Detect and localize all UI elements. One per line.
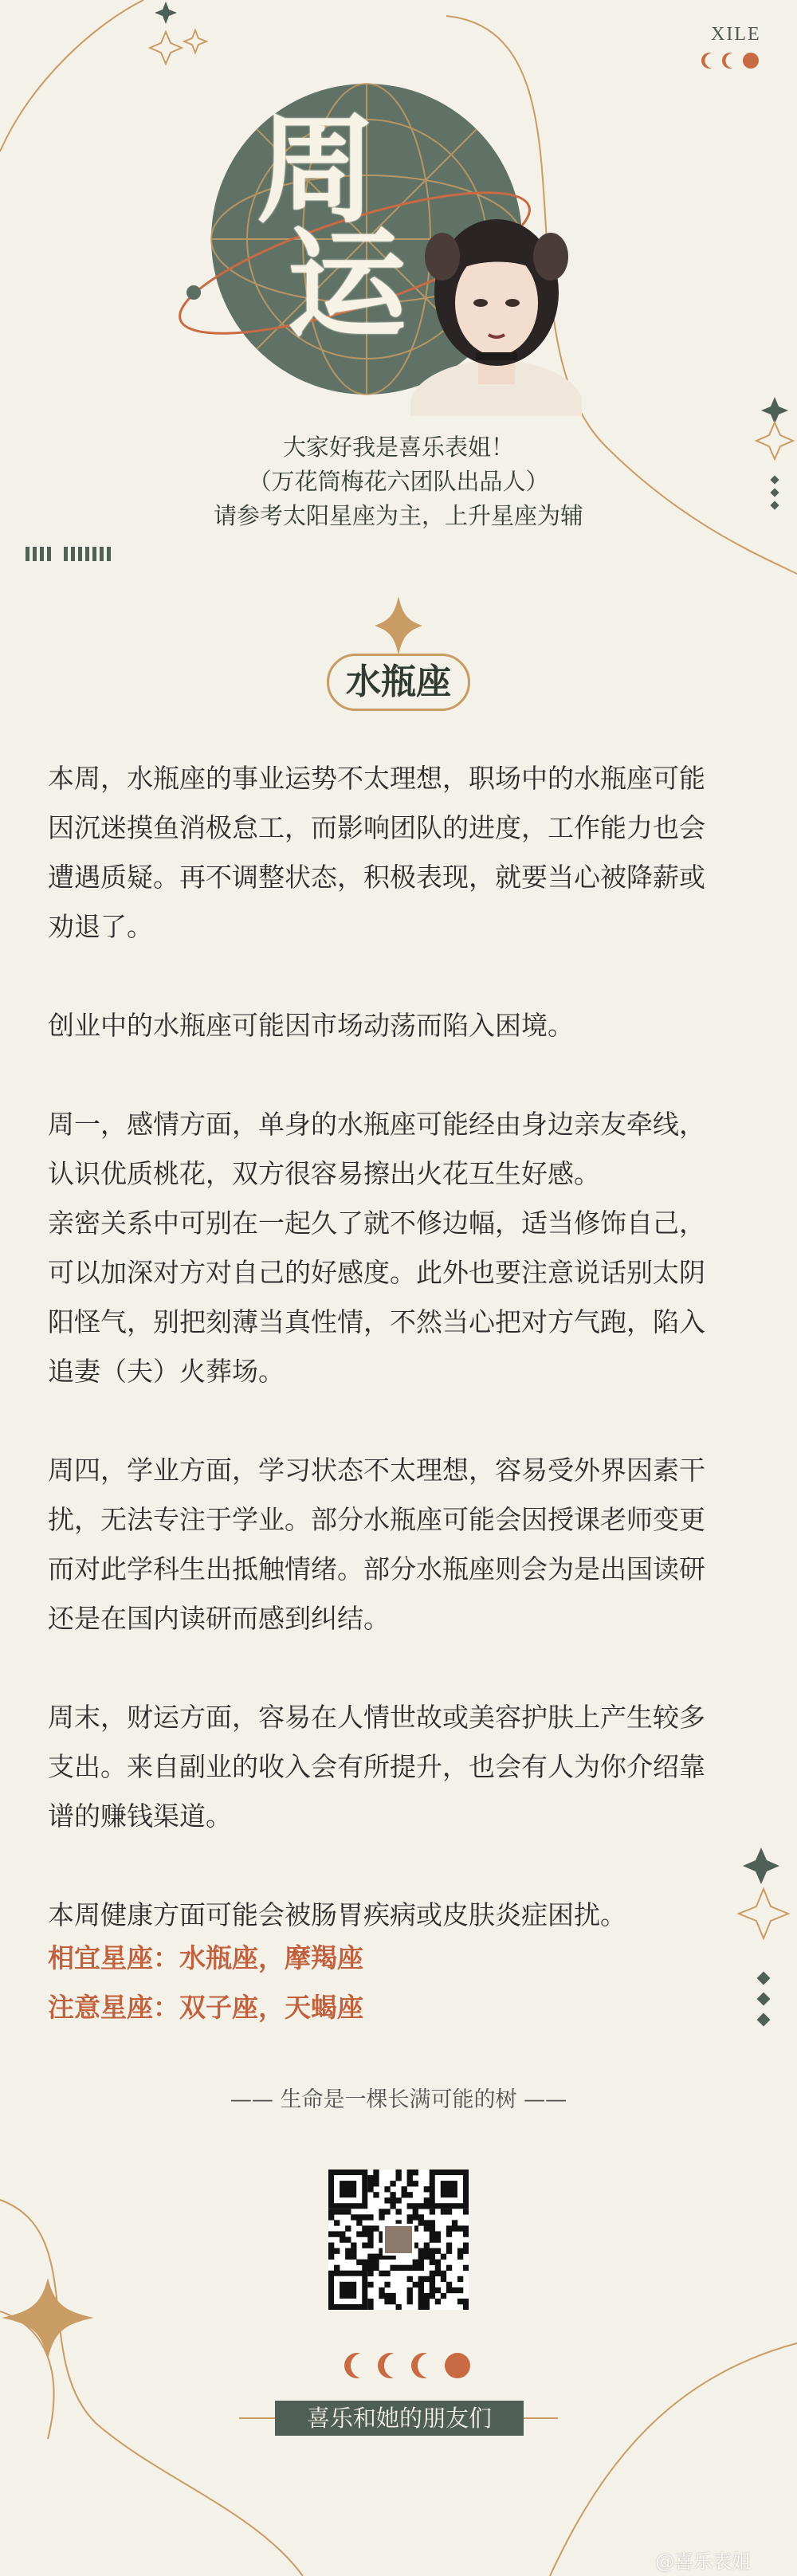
brand-logo: XILE [711,24,761,45]
moon-phase-icon [701,53,759,69]
text-line: 阳怪气，别把刻薄当真性情，不然当心把对方气跑，陷入 [48,1306,705,1337]
caution-signs: 注意星座：双子座，天蝎座 [48,1992,363,2023]
intro-line: 请参考太阳星座为主，上升星座为辅 [213,502,583,529]
horoscope-content [48,754,757,1940]
title-char-yun: 运 [287,214,407,355]
text-line: 周四，学业方面，学习状态不太理想，容易受外界因素干 [48,1455,705,1486]
compatible-signs: 相宜星座：水瓶座，摩羯座 [48,1942,363,1973]
text-line: 本周健康方面可能会被肠胃疾病或皮肤炎症困扰。 [48,1899,626,1930]
text-line: 周一，感情方面，单身的水瓶座可能经由身边亲友牵线， [48,1109,705,1140]
text-line: 因沉迷摸鱼消极怠工，而影响团队的进度，工作能力也会 [48,812,705,843]
paragraph-study [48,1446,757,1643]
moon-phase-icon [344,2353,470,2378]
text-line: 追妻（夫）火葬场。 [48,1356,285,1387]
paragraph-love [48,1100,757,1396]
qr-code[interactable] [328,2170,469,2310]
paragraph-business [48,1001,757,1050]
sign-title: 水瓶座 [346,662,451,702]
text-line: 还是在国内读研而感到纠结。 [48,1603,390,1634]
text-line: 亲密关系中可别在一起久了就不修边幅，适当修饰自己， [48,1208,705,1239]
footer-text: 喜乐和她的朋友们 [306,2405,492,2432]
text-line: 而对此学科生出抵触情绪。部分水瓶座则会为是出国读研 [48,1553,705,1584]
title-char-zhou: 周 [257,100,377,240]
sign-title-badge [327,654,470,711]
text-line: 支出。来自副业的收入会有所提升，也会有人为你介绍靠 [48,1751,705,1782]
paragraph-career [48,754,757,952]
text-line: 创业中的水瓶座可能因市场动荡而陷入困境。 [48,1010,574,1041]
intro-line: 大家好我是喜乐表姐！ [282,434,514,461]
watermark: @喜乐表姐 [655,2550,751,2573]
text-line: 周末，财运方面，容易在人情世故或美容护肤上产生较多 [48,1702,705,1733]
text-line: 认识优质桃花，双方很容易擦出火花互生好感。 [48,1158,600,1189]
motto: —— 生命是一棵长满可能的树 —— [230,2087,567,2112]
text-line: 可以加深对方对自己的好感度。此外也要注意说话别太阴 [48,1257,705,1288]
text-line: 本周，水瓶座的事业运势不太理想，职场中的水瓶座可能 [48,763,705,794]
compatibility-section [48,1934,363,2032]
intro-text [0,430,797,533]
text-line: 劝退了。 [48,911,153,942]
paragraph-health [48,1891,757,1940]
text-line: 谱的赚钱渠道。 [48,1800,232,1832]
footer-banner [275,2401,524,2436]
sparkle-icon [155,2,177,24]
intro-line: （万花筒梅花六团队出品人） [248,468,549,495]
text-line: 扰，无法专注于学业。部分水瓶座可能会因授课老师变更 [48,1504,705,1535]
paragraph-wealth [48,1693,757,1841]
avatar-illustration [410,209,582,416]
text-line: 遭遇质疑。再不调整状态，积极表现，就要当心被降薪或 [48,862,705,893]
qr-avatar [383,2224,414,2256]
